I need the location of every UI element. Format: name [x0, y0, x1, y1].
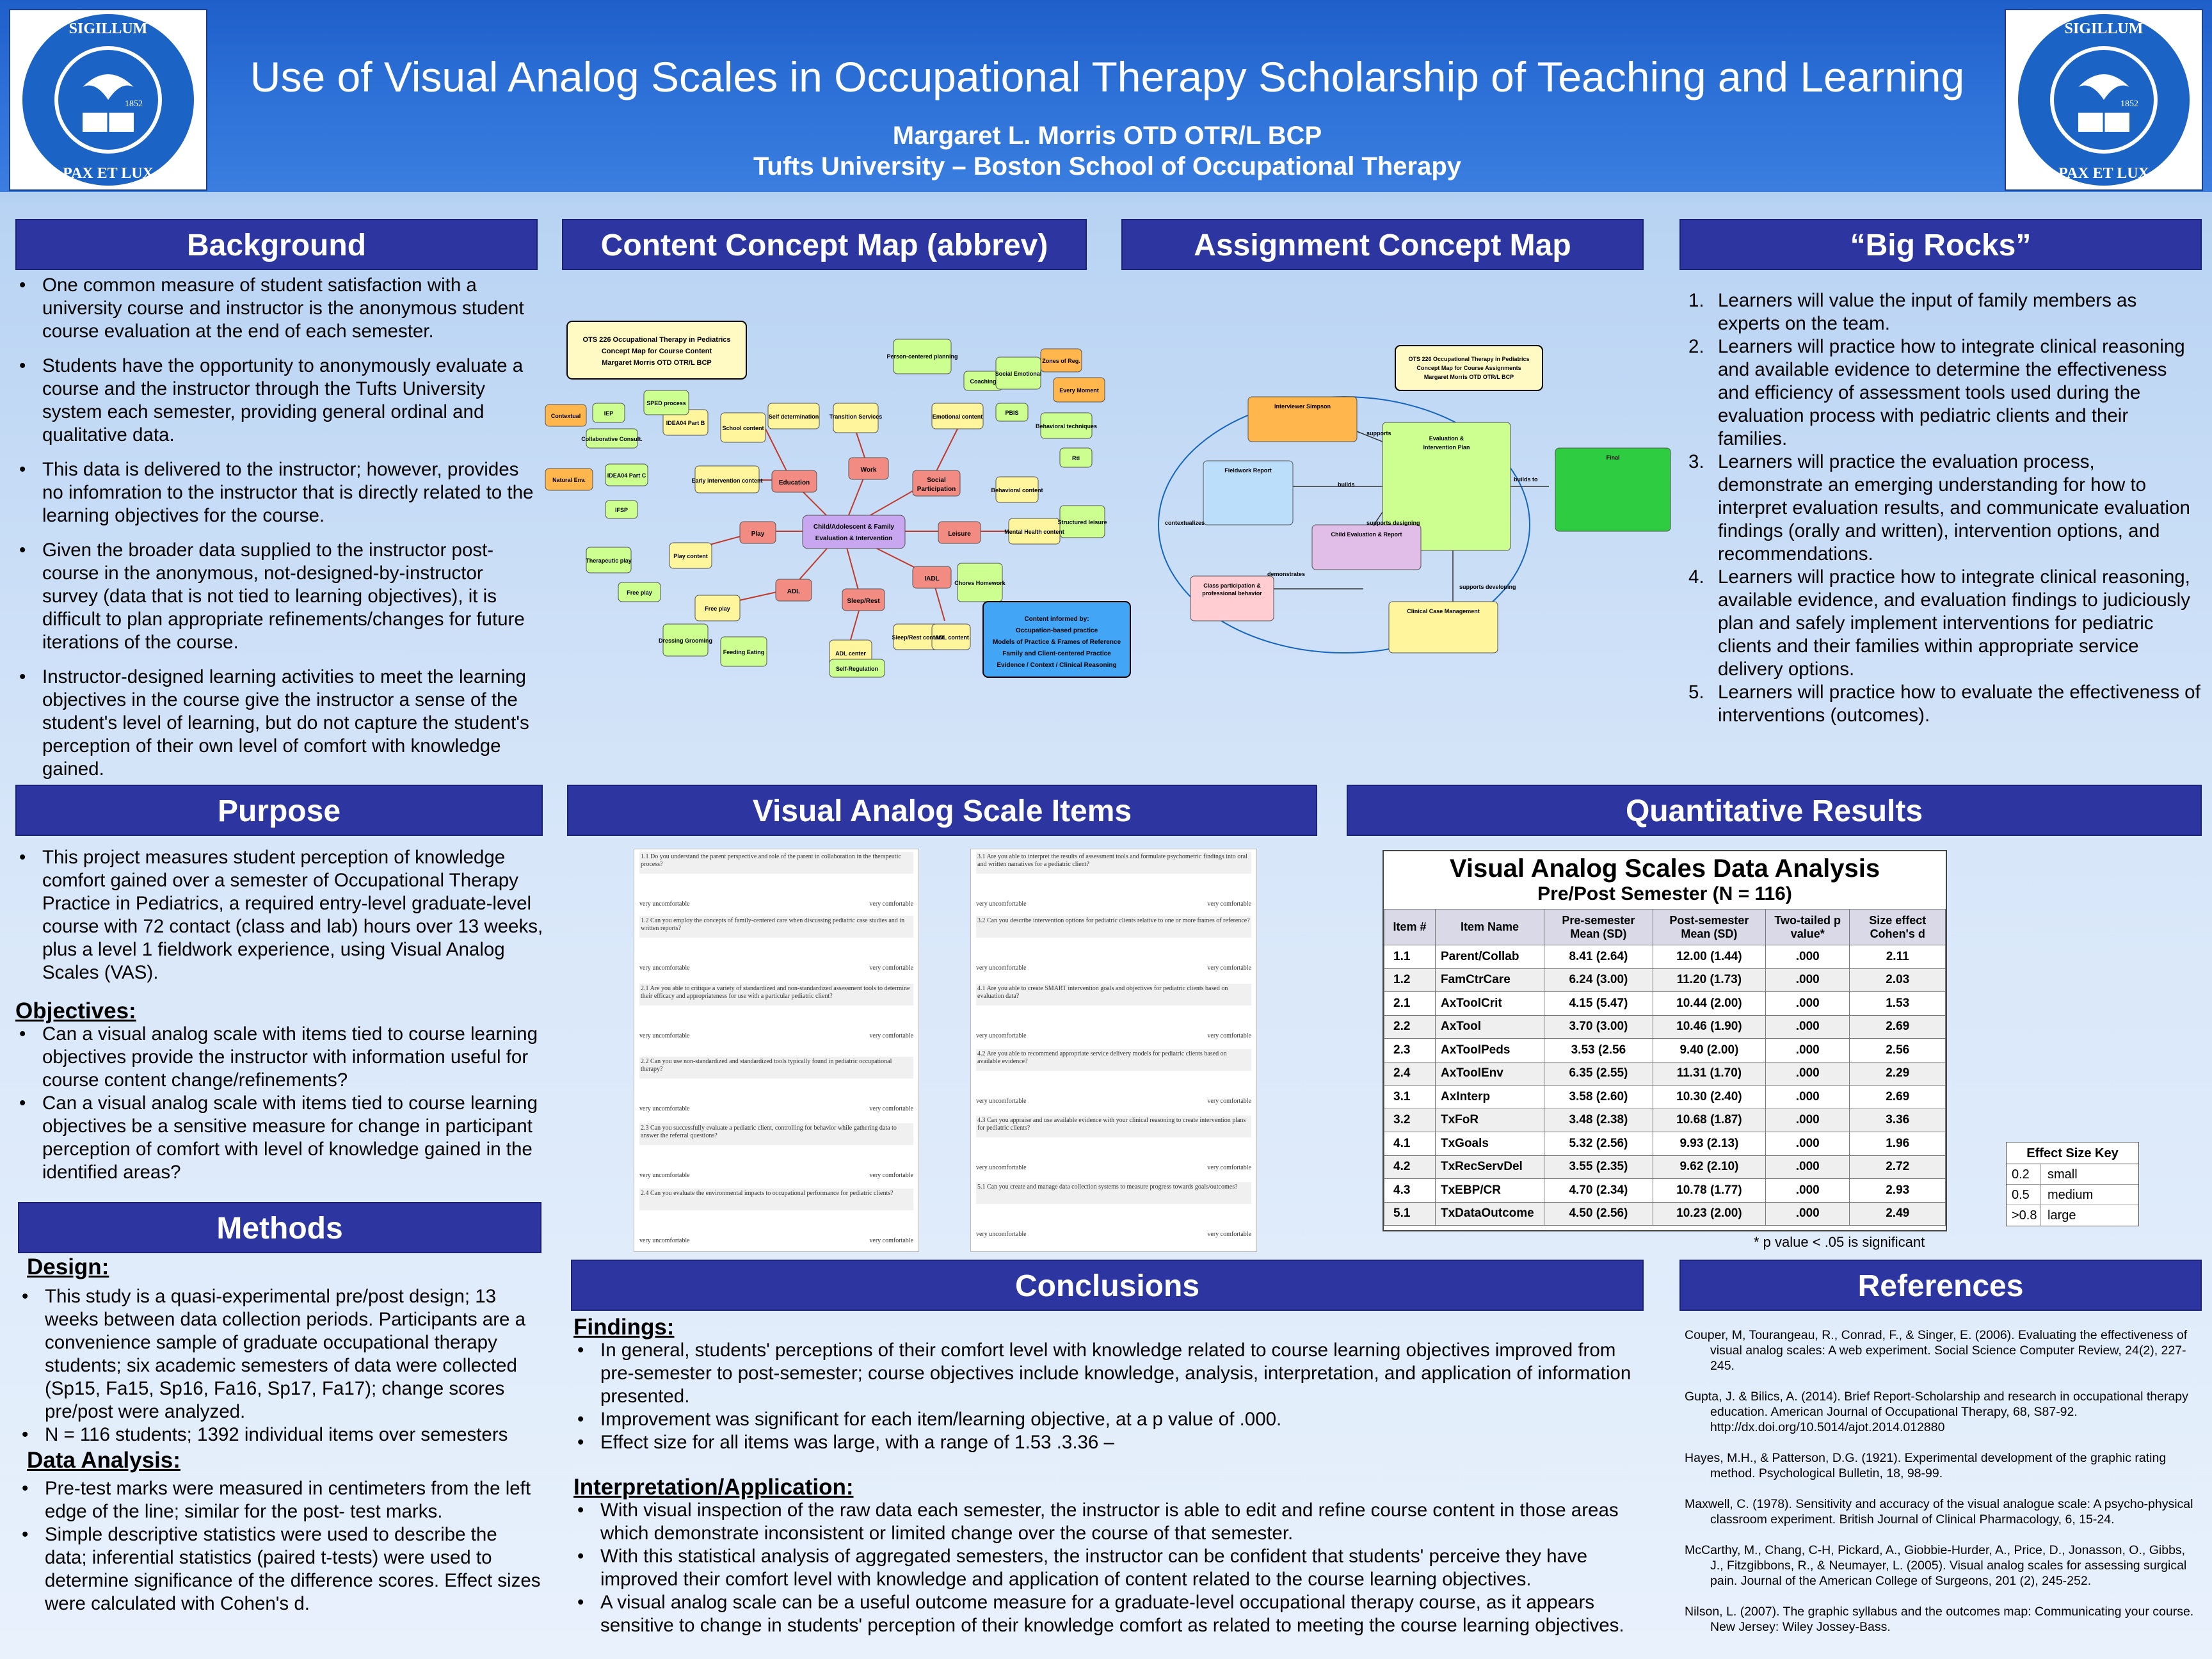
vas-item: [976, 1049, 1251, 1105]
table-cell: 3.48 (2.38): [1544, 1109, 1653, 1132]
background-heading: Background: [15, 219, 538, 270]
background-bullet: • Instructor-designed learning activities to meet the learning objectives in the course give the instructor a sense of the student's level of learning, but do not capture the student's perception of their own level of comfort with knowledge gained.: [15, 666, 538, 781]
svg-text:Contextual: Contextual: [550, 413, 581, 419]
vas-question: 1.2 Can you employ the concepts of family-centered care when discussing pediatric case studies and in written reports?: [639, 916, 913, 938]
svg-text:supports designing: supports designing: [1366, 520, 1420, 526]
vas-left-anchor: very uncomfortable: [976, 1032, 1027, 1039]
svg-text:Play: Play: [751, 531, 765, 538]
objective-bullet: • Can a visual analog scale with items tied to course learning objectives provide the instructor with information useful for course content change/refinements?: [15, 1023, 547, 1092]
methods-body: [18, 1256, 543, 1615]
vas-right-anchor: very comfortable: [1207, 901, 1251, 908]
vas-item: [639, 1189, 913, 1244]
svg-text:Evidence / Context / Clinical: Evidence / Context / Clinical Reasoning: [997, 662, 1117, 669]
svg-text:Free play: Free play: [627, 589, 652, 596]
svg-text:Social Emotional: Social Emotional: [995, 371, 1042, 377]
svg-text:professional behavior: professional behavior: [1202, 590, 1262, 597]
svg-text:ADL: ADL: [787, 588, 801, 595]
table-cell: 3.58 (2.60): [1544, 1086, 1653, 1109]
table-row: [1384, 1155, 1946, 1179]
table-cell: .000: [1766, 1179, 1850, 1203]
interpretation-bullet: • With visual inspection of the raw data each semester, the instructor is able to edit and refine course content in those areas which demonstrate inconsistent or limited change over the course of that semester.: [573, 1499, 1646, 1545]
vas-item: [639, 1123, 913, 1179]
vas-right-anchor: very comfortable: [1207, 1098, 1251, 1105]
table-cell: .000: [1766, 1062, 1850, 1086]
references-heading: References: [1679, 1260, 2202, 1311]
quant-results-table-panel: [1382, 850, 1947, 1231]
table-cell: .000: [1766, 968, 1850, 992]
vas-left-anchor: very uncomfortable: [976, 1231, 1027, 1238]
vas-items-heading: Visual Analog Scale Items: [567, 785, 1317, 836]
vas-left-anchor: very uncomfortable: [976, 965, 1027, 972]
svg-text:PAX ET LUX: PAX ET LUX: [2058, 165, 2149, 182]
svg-text:Family and Client-centered Pra: Family and Client-centered Practice: [1002, 650, 1111, 657]
svg-text:Margaret Morris OTD OTR/L BCP: Margaret Morris OTD OTR/L BCP: [1423, 374, 1514, 380]
svg-text:IDEA04 Part C: IDEA04 Part C: [607, 472, 646, 479]
reference-entry: Hayes, M.H., & Patterson, D.G. (1921). Experimental development of the graphic rating method. Psychological Bulletin, 18, 98-99.: [1685, 1451, 2167, 1480]
table-cell: 1.53: [1850, 992, 1946, 1016]
poster-title: Use of Visual Analog Scales in Occupational Therapy Scholarship of Teaching and Learning: [250, 53, 1965, 100]
effect-size-label: small: [2048, 1167, 2078, 1182]
table-row: [1384, 1202, 1946, 1226]
svg-text:IDEA04 Part B: IDEA04 Part B: [666, 420, 705, 426]
big-rock-item: 3. Learners will practice the evaluation process, demonstrate an emerging understanding for how to interpret evaluation results, and communicate evaluation findings (orally and written), intervention options, and recommendations.: [1688, 451, 2190, 565]
vas-left-anchor: very uncomfortable: [639, 1032, 690, 1039]
vas-question: 5.1 Can you create and manage data collection systems to measure progress towards goals/outcomes?: [976, 1182, 1251, 1204]
vas-item: [639, 984, 913, 1039]
table-cell: 4.1: [1384, 1132, 1436, 1156]
table-cell: FamCtrCare: [1436, 968, 1544, 992]
svg-text:Transition Services: Transition Services: [829, 413, 883, 420]
table-cell: 2.29: [1850, 1062, 1946, 1086]
svg-text:Self determination: Self determination: [768, 413, 819, 420]
svg-text:Play content: Play content: [673, 553, 708, 559]
table-cell: 4.70 (2.34): [1544, 1179, 1653, 1203]
svg-text:contextualizes: contextualizes: [1165, 520, 1205, 526]
table-cell: AxTool: [1436, 1015, 1544, 1039]
finding-bullet: • Improvement was significant for each item/learning objective, at a p value of .000.: [573, 1408, 1646, 1431]
table-cell: 3.55 (2.35): [1544, 1155, 1653, 1179]
objectives-heading: Objectives:: [15, 998, 136, 1023]
table-cell: 2.49: [1850, 1202, 1946, 1226]
svg-text:Early intervention content: Early intervention content: [691, 477, 763, 484]
effect-size-row: [2007, 1164, 2138, 1185]
svg-text:Structured leisure: Structured leisure: [1057, 519, 1107, 525]
table-cell: 2.03: [1850, 968, 1946, 992]
big-rock-text: Learners will practice how to evaluate the effectiveness of interventions (outcomes).: [1718, 682, 2200, 726]
big-rock-item: 1. Learners will value the input of family members as experts on the team.: [1688, 290, 2137, 334]
table-cell: 10.46 (1.90): [1653, 1015, 1765, 1039]
table-cell: 2.4: [1384, 1062, 1436, 1086]
table-cell: 12.00 (1.44): [1653, 945, 1765, 969]
svg-text:SIGILLUM: SIGILLUM: [2064, 20, 2144, 37]
analysis-bullet: • Pre-test marks were measured in centimeters from the left edge of the line; similar for the post- test marks.: [18, 1477, 543, 1523]
svg-text:builds: builds: [1338, 481, 1355, 488]
table-cell: 9.40 (2.00): [1653, 1039, 1765, 1062]
svg-text:Self-Regulation: Self-Regulation: [835, 666, 879, 672]
svg-text:Every Moment: Every Moment: [1059, 387, 1099, 394]
design-heading: Design:: [27, 1254, 109, 1279]
objective-bullet: • Can a visual analog scale with items tied to course learning objectives be a sensitive measure for change in participant perception of comfort with level of knowledge gained in the identified areas?: [15, 1092, 547, 1184]
svg-text:Work: Work: [860, 467, 877, 474]
effect-size-value: 0.5: [2007, 1185, 2041, 1205]
table-cell: 2.11: [1850, 945, 1946, 969]
big-rock-item: 4. Learners will practice how to integrate clinical reasoning, available evidence, and evaluation findings to judiciously plan and safely implement interventions for pediatric clients and their families within appropriate service delivery options.: [1688, 566, 2190, 680]
reference-entry: Gupta, J. & Bilics, A. (2014). Brief Report-Scholarship and research in occupational therapy education. American Journal of Occupational Therapy, 68, S87-92. http://dx.doi.org/10.5014/ajot.2014.012880: [1685, 1390, 2188, 1434]
reference-entry: Couper, M, Tourangeau, R., Conrad, F., & Singer, E. (2006). Evaluating the effectiveness of visual analog scales: A web experiment. Social Science Computer Review, 24(2), 227-245.: [1685, 1328, 2188, 1373]
svg-text:Chores Homework: Chores Homework: [954, 580, 1006, 586]
table-cell: AxToolPeds: [1436, 1039, 1544, 1062]
quant-table-title: Visual Analog Scales Data Analysis: [1449, 854, 1880, 883]
table-header: Item Name: [1436, 910, 1544, 945]
table-cell: .000: [1766, 1039, 1850, 1062]
findings-heading: Findings:: [573, 1315, 675, 1340]
table-row: [1384, 945, 1946, 969]
data-analysis-heading: Data Analysis:: [27, 1448, 180, 1473]
table-cell: 8.41 (2.64): [1544, 945, 1653, 969]
table-cell: 10.44 (2.00): [1653, 992, 1765, 1016]
svg-text:supports developing: supports developing: [1459, 584, 1516, 590]
quant-results-heading: Quantitative Results: [1347, 785, 2202, 836]
svg-text:SIGILLUM: SIGILLUM: [68, 20, 148, 37]
table-cell: 3.53 (2.56: [1544, 1039, 1653, 1062]
reference-entry: Nilson, L. (2007). The graphic syllabus and the outcomes map: Communicating your course. New Jersey: Wiley Jossey-Bass.: [1685, 1605, 2194, 1634]
purpose-bullet: • This project measures student perception of knowledge comfort gained over a semester of Occupational Therapy Practice in Pediatrics, a required entry-level graduate-level course with 72 contact (class and lab) hours over 13 weeks, plus a level 1 fieldwork experience, using Visual Analog Scales (VAS).: [15, 846, 547, 984]
table-cell: 3.70 (3.00): [1544, 1015, 1653, 1039]
table-row: [1384, 1062, 1946, 1086]
table-cell: .000: [1766, 1155, 1850, 1179]
table-cell: 2.56: [1850, 1039, 1946, 1062]
table-cell: 3.2: [1384, 1109, 1436, 1132]
assignment-concept-map: [1152, 333, 1677, 666]
svg-text:1852: 1852: [125, 99, 143, 109]
vas-left-anchor: very uncomfortable: [639, 901, 690, 908]
table-cell: 2.69: [1850, 1015, 1946, 1039]
table-cell: .000: [1766, 1015, 1850, 1039]
table-row: [1384, 968, 1946, 992]
table-cell: 1.1: [1384, 945, 1436, 969]
vas-question: 2.1 Are you able to critique a variety of standardized and non-standardized assessment tools to determine their efficacy and appropriateness for use with a particular pediatric client?: [639, 984, 913, 1006]
table-cell: 5.32 (2.56): [1544, 1132, 1653, 1156]
table-cell: 10.78 (1.77): [1653, 1179, 1765, 1203]
conclusions-heading: Conclusions: [571, 1260, 1644, 1311]
table-cell: 1.96: [1850, 1132, 1946, 1156]
svg-text:Fieldwork Report: Fieldwork Report: [1224, 467, 1272, 474]
vas-right-anchor: very comfortable: [869, 965, 913, 972]
table-header: Post-semester Mean (SD): [1653, 910, 1765, 945]
table-header: Size effect Cohen's d: [1850, 910, 1946, 945]
svg-text:Class participation &: Class participation &: [1203, 582, 1261, 589]
svg-text:IADL: IADL: [924, 575, 940, 582]
vas-right-anchor: very comfortable: [1207, 1231, 1251, 1238]
interpretation-bullet: • With this statistical analysis of aggregated semesters, the instructor can be confident that students' perceive they have improved their comfort level with knowledge and application of content related to the course learning objectives.: [573, 1545, 1646, 1591]
svg-text:Models of Practice & Frames of: Models of Practice & Frames of Reference: [992, 639, 1121, 646]
table-cell: 10.30 (2.40): [1653, 1086, 1765, 1109]
finding-bullet: • Effect size for all items was large, with a range of 1.53 .3.36 –: [573, 1431, 1646, 1454]
methods-heading: Methods: [18, 1202, 541, 1253]
svg-text:Behavioral techniques: Behavioral techniques: [1035, 423, 1098, 429]
table-row: [1384, 1015, 1946, 1039]
svg-text:Child Evaluation & Report: Child Evaluation & Report: [1331, 531, 1402, 538]
svg-text:ADL center: ADL center: [835, 650, 866, 657]
quant-table-subtitle: Pre/Post Semester (N = 116): [1537, 883, 1792, 904]
svg-text:OTS 226 Occupational Therapy i: OTS 226 Occupational Therapy in Pediatrics: [582, 336, 731, 344]
svg-text:Coaching: Coaching: [970, 378, 997, 385]
vas-question: 1.1 Do you understand the parent perspective and role of the parent in collaboration in the therapeutic process?: [639, 852, 913, 874]
table-cell: 4.3: [1384, 1179, 1436, 1203]
svg-text:Intervention Plan: Intervention Plan: [1423, 444, 1470, 451]
table-cell: 4.50 (2.56): [1544, 1202, 1653, 1226]
background-bullet: • Students have the opportunity to anonymously evaluate a course and the instructor through the Tufts University system each semester, providing general ordinal and qualitative data.: [15, 355, 538, 447]
table-row: [1384, 1039, 1946, 1062]
svg-text:builds to: builds to: [1514, 476, 1538, 483]
table-cell: .000: [1766, 945, 1850, 969]
svg-text:Sleep/Rest: Sleep/Rest: [847, 598, 880, 605]
poster-author: Margaret L. Morris OTD OTR/L BCP: [892, 122, 1322, 150]
reference-entry: Maxwell, C. (1978). Sensitivity and accuracy of the visual analogue scale: A psycho-physical classroom experiment. British Journal of Clinical Pharmacology, 6, 15-24.: [1685, 1497, 2193, 1527]
svg-text:Natural Env.: Natural Env.: [552, 477, 586, 483]
vas-question: 4.3 Can you appraise and use available evidence with your clinical reasoning to create intervention plans for pediatric clients?: [976, 1116, 1251, 1137]
quant-table-body: [1384, 945, 1946, 1226]
vas-right-anchor: very comfortable: [869, 1172, 913, 1179]
effect-size-row: [2007, 1205, 2138, 1226]
table-cell: 2.1: [1384, 992, 1436, 1016]
big-rock-text: Learners will practice the evaluation process, demonstrate an emerging understanding for how to interpret evaluation results, and communicate evaluation findings (orally and written), intervention options, and recommendations.: [1718, 451, 2190, 565]
vas-item: [639, 1057, 913, 1112]
svg-text:OTS 226 Occupational Therapy i: OTS 226 Occupational Therapy in Pediatrics: [1408, 356, 1530, 362]
table-cell: 10.68 (1.87): [1653, 1109, 1765, 1132]
vas-right-anchor: very comfortable: [1207, 1032, 1251, 1039]
table-row: [1384, 992, 1946, 1016]
svg-text:Child/Adolescent & Family: Child/Adolescent & Family: [813, 524, 895, 531]
vas-left-anchor: very uncomfortable: [639, 1172, 690, 1179]
vas-form-page-1: [634, 849, 919, 1252]
conclusions-body: [573, 1316, 1646, 1637]
background-bullet: • Given the broader data supplied to the instructor post-course in the anonymous, not-designed-by-instructor survey (data that is not tied to learning objectives), it is difficult to plan appropriate refinements/changes for future iterations of the course.: [15, 539, 538, 654]
design-bullet: • This study is a quasi-experimental pre/post design; 13 weeks between data collection periods. Participants are a convenience sample of graduate occupational therapy students; six academic semesters of data were collected (Sp15, Fa15, Sp16, Fa16, Sp17, Fa17); change scores pre/post were analyzed.: [18, 1285, 543, 1423]
table-cell: AxInterp: [1436, 1086, 1544, 1109]
background-bullet: • This data is delivered to the instructor; however, provides no infomration to the instructor that is directly related to the learning objectives for the course.: [15, 458, 538, 527]
table-cell: 11.31 (1.70): [1653, 1062, 1765, 1086]
vas-item: [976, 852, 1251, 908]
table-cell: .000: [1766, 1086, 1850, 1109]
table-cell: 5.1: [1384, 1202, 1436, 1226]
svg-text:Clinical Case Management: Clinical Case Management: [1407, 608, 1480, 614]
vas-left-anchor: very uncomfortable: [976, 1164, 1027, 1171]
reference-entry: McCarthy, M., Chang, C-H, Pickard, A., Giobbie-Hurder, A., Price, D., Jonasson, O., Gibbs, J., Fitzgibbons, R., & Neumayer, L. (2005). Visual analog scales for assessing surgical pain. Journal of the American College of Surgeons, 201 (2), 245-252.: [1685, 1543, 2187, 1588]
vas-question: 3.2 Can you describe intervention options for pediatric clients relative to one or more frames of reference?: [976, 916, 1251, 938]
big-rock-text: Learners will practice how to integrate clinical reasoning and available evidence to determine the effectiveness and efficiency of assessment tools used during the evaluation process with pediatric clients and their families.: [1718, 336, 2185, 449]
svg-text:Zones of Reg.: Zones of Reg.: [1042, 358, 1080, 364]
svg-text:Behavioral content: Behavioral content: [991, 487, 1043, 493]
effect-size-label: large: [2048, 1208, 2076, 1222]
svg-text:Margaret Morris OTD OTR/L BCP: Margaret Morris OTD OTR/L BCP: [602, 359, 712, 367]
finding-bullet: • In general, students' perceptions of their comfort level with knowledge related to course learning objectives improved from pre-semester to post-semester; course objectives include knowledge, analysis, interpretation, and application of information presented.: [573, 1339, 1646, 1408]
svg-text:Final: Final: [1606, 454, 1620, 461]
content-map-heading: Content Concept Map (abbrev): [562, 219, 1087, 270]
svg-text:Social: Social: [927, 477, 946, 484]
table-cell: .000: [1766, 1109, 1850, 1132]
tufts-seal-logo-right: [2005, 9, 2203, 191]
svg-text:School content: School content: [722, 425, 764, 431]
effect-size-value: 0.2: [2007, 1164, 2041, 1184]
effect-size-key-title: Effect Size Key: [2007, 1142, 2138, 1164]
design-bullet: • N = 116 students; 1392 individual items over semesters: [18, 1423, 543, 1447]
table-cell: TxGoals: [1436, 1132, 1544, 1156]
svg-text:Free play: Free play: [705, 605, 730, 612]
svg-text:Therapeutic play: Therapeutic play: [586, 557, 632, 564]
vas-item: [976, 1182, 1251, 1238]
svg-text:Occupation-based practice: Occupation-based practice: [1015, 627, 1098, 634]
table-header: Two-tailed p value*: [1766, 910, 1850, 945]
table-cell: .000: [1766, 992, 1850, 1016]
svg-text:supports: supports: [1366, 430, 1391, 437]
vas-item: [639, 916, 913, 972]
table-cell: .000: [1766, 1202, 1850, 1226]
svg-text:Participation: Participation: [917, 486, 956, 493]
svg-text:Dressing Grooming: Dressing Grooming: [658, 637, 713, 644]
table-cell: AxToolEnv: [1436, 1062, 1544, 1086]
svg-text:IEP: IEP: [604, 410, 614, 417]
table-cell: 2.69: [1850, 1086, 1946, 1109]
vas-left-anchor: very uncomfortable: [639, 1237, 690, 1244]
table-cell: TxFoR: [1436, 1109, 1544, 1132]
effect-size-row: [2007, 1185, 2138, 1205]
table-cell: 4.2: [1384, 1155, 1436, 1179]
vas-left-anchor: very uncomfortable: [639, 965, 690, 972]
big-rock-item: 2. Learners will practice how to integrate clinical reasoning and available evidence to determine the effectiveness and efficiency of assessment tools used during the evaluation process with pediatric clients and their families.: [1688, 336, 2185, 449]
effect-size-label: medium: [2048, 1188, 2094, 1202]
table-row: [1384, 1132, 1946, 1156]
purpose-body: [15, 846, 547, 1184]
table-cell: TxEBP/CR: [1436, 1179, 1544, 1203]
svg-text:Education: Education: [778, 479, 810, 486]
table-cell: 6.35 (2.55): [1544, 1062, 1653, 1086]
svg-text:Person-centered planning: Person-centered planning: [886, 353, 958, 360]
interpretation-heading: Interpretation/Application:: [573, 1475, 854, 1500]
vas-question: 4.2 Are you able to recommend appropriate service delivery models for pediatric clients based on available evidence?: [976, 1049, 1251, 1071]
table-cell: 11.20 (1.73): [1653, 968, 1765, 992]
assignment-map-heading: Assignment Concept Map: [1121, 219, 1644, 270]
vas-right-anchor: very comfortable: [869, 1105, 913, 1112]
svg-text:SPED process: SPED process: [646, 400, 686, 406]
table-header: Pre-semester Mean (SD): [1544, 910, 1653, 945]
svg-text:Evaluation & Intervention: Evaluation & Intervention: [815, 535, 893, 542]
vas-item: [976, 984, 1251, 1039]
big-rocks-list: [1679, 289, 2202, 727]
vas-item: [639, 852, 913, 908]
vas-right-anchor: very comfortable: [1207, 1164, 1251, 1171]
table-cell: 4.15 (5.47): [1544, 992, 1653, 1016]
svg-text:Collaborative Consult.: Collaborative Consult.: [581, 436, 643, 442]
vas-question: 4.1 Are you able to create SMART intervention goals and objectives for pediatric clients based on evaluation data?: [976, 984, 1251, 1006]
svg-text:Interviewer Simpson: Interviewer Simpson: [1274, 403, 1331, 410]
poster-affiliation: Tufts University – Boston School of Occupational Therapy: [753, 152, 1462, 180]
background-bullet: • One common measure of student satisfaction with a university course and instructor is the anonymous student course evaluation at the end of each semester.: [15, 274, 538, 343]
svg-text:PBIS: PBIS: [1005, 410, 1019, 416]
vas-question: 2.4 Can you evaluate the environmental impacts to occupational performance for pediatric clients?: [639, 1189, 913, 1210]
table-cell: 10.23 (2.00): [1653, 1202, 1765, 1226]
svg-text:Concept Map for Course Assignm: Concept Map for Course Assignments: [1416, 365, 1521, 371]
table-cell: .000: [1766, 1132, 1850, 1156]
effect-size-key: [2006, 1142, 2139, 1226]
table-cell: 2.2: [1384, 1015, 1436, 1039]
table-row: [1384, 1086, 1946, 1109]
svg-text:Leisure: Leisure: [948, 531, 971, 538]
svg-text:demonstrates: demonstrates: [1267, 571, 1306, 577]
vas-right-anchor: very comfortable: [869, 1237, 913, 1244]
vas-form-page-2: [970, 849, 1257, 1252]
vas-right-anchor: very comfortable: [1207, 965, 1251, 972]
analysis-bullet: • Simple descriptive statistics were used to describe the data; inferential statistics (paired t-tests) were used to determine significance of the difference scores. Effect sizes were calculated with Cohen's d.: [18, 1523, 543, 1615]
table-cell: Parent/Collab: [1436, 945, 1544, 969]
vas-left-anchor: very uncomfortable: [639, 1105, 690, 1112]
table-cell: 1.2: [1384, 968, 1436, 992]
svg-text:RtI: RtI: [1072, 455, 1080, 461]
vas-left-anchor: very uncomfortable: [976, 1098, 1027, 1105]
table-cell: TxRecServDel: [1436, 1155, 1544, 1179]
table-footnote: * p value < .05 is significant: [1754, 1234, 1925, 1250]
table-cell: TxDataOutcome: [1436, 1202, 1544, 1226]
svg-text:Feeding Eating: Feeding Eating: [723, 649, 765, 655]
purpose-heading: Purpose: [15, 785, 543, 836]
svg-text:1852: 1852: [2120, 99, 2138, 109]
big-rock-text: Learners will value the input of family members as experts on the team.: [1718, 290, 2137, 334]
vas-item: [976, 916, 1251, 972]
references-list: [1685, 1327, 2197, 1650]
svg-text:Mental Health content: Mental Health content: [1004, 529, 1064, 535]
vas-question: 3.1 Are you able to interpret the results of assessment tools and formulate psychometric findings into oral and written narratives for a pediatric client?: [976, 852, 1251, 874]
table-cell: 3.1: [1384, 1086, 1436, 1109]
table-row: [1384, 1179, 1946, 1203]
poster-header: [0, 0, 2212, 192]
table-cell: 9.93 (2.13): [1653, 1132, 1765, 1156]
svg-text:Evaluation &: Evaluation &: [1429, 435, 1464, 442]
svg-text:PAX ET LUX: PAX ET LUX: [63, 165, 154, 182]
svg-text:Content informed by:: Content informed by:: [1024, 616, 1089, 623]
svg-text:IFSP: IFSP: [614, 507, 629, 513]
vas-left-anchor: very uncomfortable: [976, 901, 1027, 908]
big-rock-text: Learners will practice how to integrate clinical reasoning, available evidence, and evaluation findings to judiciously plan and safely implement interventions for pediatric clients and their families within appropriate service delivery options.: [1718, 566, 2190, 680]
svg-text:Emotional content: Emotional content: [932, 413, 983, 420]
svg-text:IADL content: IADL content: [933, 634, 969, 641]
table-row: [1384, 1109, 1946, 1132]
table-cell: 2.3: [1384, 1039, 1436, 1062]
tufts-seal-logo-left: [9, 9, 207, 191]
table-cell: 9.62 (2.10): [1653, 1155, 1765, 1179]
big-rocks-heading: “Big Rocks”: [1679, 219, 2202, 270]
vas-item: [976, 1116, 1251, 1171]
table-cell: 2.93: [1850, 1179, 1946, 1203]
table-cell: AxToolCrit: [1436, 992, 1544, 1016]
quant-results-table: [1384, 909, 1946, 1226]
content-concept-map: [535, 301, 1150, 704]
svg-text:Sleep/Rest content: Sleep/Rest content: [892, 634, 944, 641]
vas-right-anchor: very comfortable: [869, 901, 913, 908]
big-rock-item: 5. Learners will practice how to evaluate the effectiveness of interventions (outcomes).: [1688, 682, 2200, 726]
background-body: [15, 274, 538, 792]
effect-size-value: >0.8: [2007, 1205, 2041, 1226]
vas-right-anchor: very comfortable: [869, 1032, 913, 1039]
vas-question: 2.3 Can you successfully evaluate a pediatric client, controlling for behavior while gathering data to answer the referral questions?: [639, 1123, 913, 1145]
interpretation-bullet: • A visual analog scale can be a useful outcome measure for a graduate-level occupational therapy course, as it appears sensitive to change in students' perception of their knowledge comfort as related to meeting the course learning objectives.: [573, 1591, 1646, 1637]
svg-text:Concept Map for Course Content: Concept Map for Course Content: [601, 348, 712, 355]
table-cell: 2.72: [1850, 1155, 1946, 1179]
table-cell: 6.24 (3.00): [1544, 968, 1653, 992]
table-cell: 3.36: [1850, 1109, 1946, 1132]
vas-question: 2.2 Can you use non-standardized and standardized tools typically found in pediatric occupational therapy?: [639, 1057, 913, 1078]
table-header: Item #: [1384, 910, 1436, 945]
